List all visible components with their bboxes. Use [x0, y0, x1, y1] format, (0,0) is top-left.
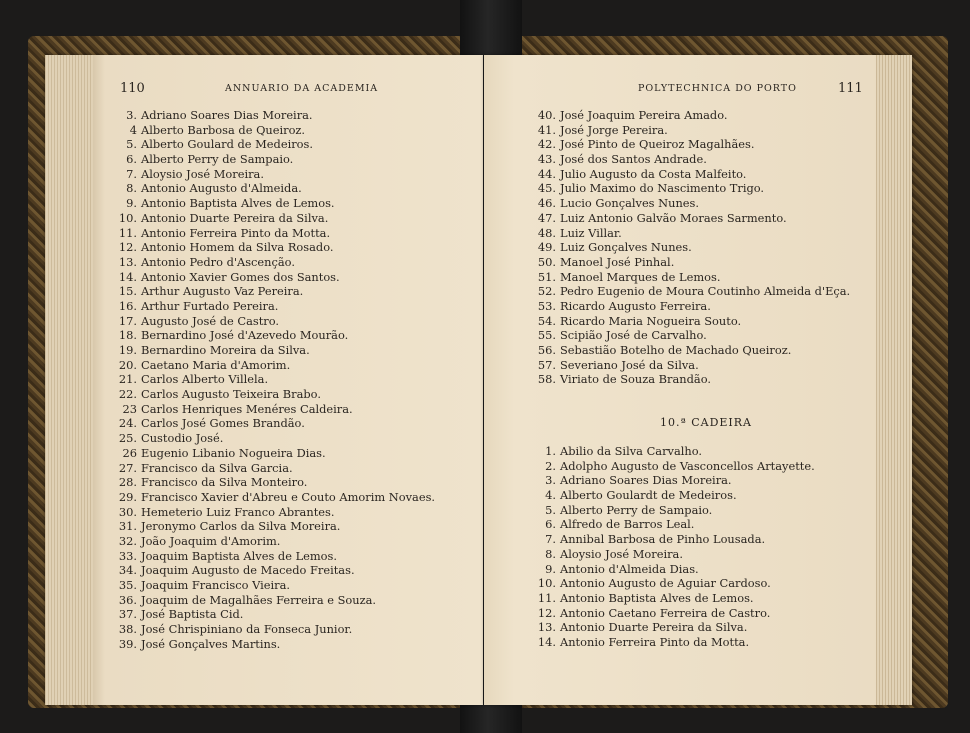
entry-number: 41. [537, 122, 556, 137]
list-item [117, 431, 435, 446]
entry-number: 19. [118, 343, 137, 357]
entry-name: Bernardino Moreira da Silva. [141, 343, 310, 357]
list-item [536, 547, 815, 562]
entry-number: 34. [118, 563, 137, 578]
entry-name: Carlos Henriques Menéres Caldeira. [141, 401, 353, 416]
entry-number: 8. [545, 546, 556, 561]
entry-number: 43. [537, 152, 556, 167]
list-item [536, 123, 850, 138]
list-item [536, 284, 850, 299]
entry-name: Antonio Augusto de Aguiar Cardoso. [560, 576, 771, 591]
entry-name: Joaquim de Magalhães Ferreira e Souza. [141, 592, 376, 607]
list-item [536, 299, 850, 314]
entry-name: Pedro Eugenio de Moura Coutinho Almeida d'Eça. [560, 284, 851, 299]
entry-name: Francisco da Silva Monteiro. [141, 475, 308, 490]
entry-name: Antonio Augusto d'Almeida. [141, 181, 302, 196]
right-page [484, 55, 912, 705]
list-item [117, 387, 435, 402]
entry-number: 49. [537, 240, 556, 255]
entry-name: Severiano José da Silva. [560, 357, 699, 372]
entry-number: 7. [126, 166, 137, 181]
list-item [117, 402, 435, 417]
entry-name: Viriato de Souza Brandão. [560, 372, 711, 387]
entry-number: 29. [118, 489, 137, 504]
entry-number: 54. [537, 313, 556, 328]
list-item [117, 549, 435, 564]
entry-name: José Gonçalves Martins. [141, 636, 281, 651]
entry-number: 2. [545, 458, 556, 473]
entry-name: Joaquim Francisco Vieira. [141, 578, 291, 592]
list-item [117, 358, 435, 373]
list-item [117, 372, 435, 387]
entry-number: 25. [118, 431, 137, 446]
entry-number: 37. [118, 607, 137, 622]
entry-number: 51. [537, 269, 556, 284]
list-item [536, 270, 850, 285]
entry-name: Manoel Marques de Lemos. [560, 269, 721, 284]
entry-name: Eugenio Libanio Nogueira Dias. [141, 445, 326, 460]
list-item [117, 123, 435, 138]
list-item [117, 196, 435, 211]
left-page [45, 55, 483, 705]
entry-number: 9. [545, 561, 556, 576]
entry-number: 4 [129, 122, 137, 137]
list-item [536, 152, 850, 167]
entry-number: 11. [118, 225, 137, 240]
entry-name: Antonio Caetano Ferreira de Castro. [560, 605, 771, 620]
entry-number: 18. [118, 328, 137, 343]
entry-name: Antonio Duarte Pereira da Silva. [141, 210, 329, 225]
list-item [117, 255, 435, 270]
list-item [117, 181, 435, 196]
left-running-header: ANNUARIO DA ACADEMIA [225, 83, 379, 94]
entry-name: José Joaquim Pereira Amado. [560, 108, 728, 122]
list-item [536, 211, 850, 226]
entry-name: Antonio Xavier Gomes dos Santos. [141, 269, 340, 284]
entry-number: 42. [537, 137, 556, 152]
entry-name: Sebastião Botelho de Machado Queiroz. [560, 343, 792, 357]
right-name-list [536, 108, 850, 387]
entry-number: 22. [118, 387, 137, 402]
list-item [117, 578, 435, 593]
entry-number: 46. [537, 196, 556, 211]
entry-number: 5. [545, 502, 556, 517]
entry-number: 23 [122, 401, 137, 416]
list-item [117, 226, 435, 241]
list-item [117, 622, 435, 637]
list-item [117, 461, 435, 476]
list-item [536, 532, 815, 547]
entry-number: 14. [118, 269, 137, 284]
entry-number: 7. [545, 532, 556, 547]
entry-number: 11. [537, 590, 556, 605]
entry-name: Luiz Gonçalves Nunes. [560, 240, 692, 255]
list-item [536, 328, 850, 343]
list-item [117, 314, 435, 329]
entry-number: 52. [537, 284, 556, 299]
list-item [536, 635, 815, 650]
entry-name: Manoel José Pinhal. [560, 254, 675, 269]
entry-number: 24. [118, 416, 137, 431]
entry-number: 32. [118, 533, 137, 548]
entry-name: José Pinto de Queiroz Magalhães. [560, 137, 755, 152]
list-item [536, 196, 850, 211]
section-title: 10.ª CADEIRA [660, 416, 752, 429]
list-item [536, 606, 815, 621]
list-item [117, 343, 435, 358]
entry-name: Luiz Villar. [560, 225, 622, 240]
list-item [117, 416, 435, 431]
list-item [536, 562, 815, 577]
list-item [536, 358, 850, 373]
entry-name: Julio Maximo do Nascimento Trigo. [560, 181, 765, 196]
right-page-number: 111 [838, 81, 863, 96]
list-item [117, 284, 435, 299]
entry-name: Bernardino José d'Azevedo Mourão. [141, 328, 349, 343]
list-item [117, 240, 435, 255]
entry-name: José Jorge Pereira. [560, 122, 668, 137]
entry-name: Joaquim Augusto de Macedo Freitas. [141, 563, 355, 578]
page-edges-right [876, 55, 912, 705]
entry-name: Annibal Barbosa de Pinho Lousada. [560, 532, 766, 547]
entry-name: Adriano Soares Dias Moreira. [141, 108, 313, 122]
list-item [117, 299, 435, 314]
entry-name: Luiz Antonio Galvão Moraes Sarmento. [560, 210, 787, 225]
entry-name: José Chrispiniano da Fonseca Junior. [141, 622, 353, 637]
list-item [536, 576, 815, 591]
entry-number: 13. [537, 620, 556, 635]
entry-name: João Joaquim d'Amorim. [141, 533, 281, 548]
list-item [536, 517, 815, 532]
entry-number: 50. [537, 254, 556, 269]
entry-name: Antonio Ferreira Pinto da Motta. [141, 225, 331, 240]
entry-name: Custodio José. [141, 431, 224, 446]
entry-number: 26 [122, 445, 137, 460]
entry-number: 27. [118, 460, 137, 475]
entry-number: 48. [537, 225, 556, 240]
entry-name: Hemeterio Luiz Franco Abrantes. [141, 504, 335, 519]
list-item [117, 167, 435, 182]
entry-number: 5. [126, 137, 137, 152]
entry-name: Arthur Augusto Vaz Pereira. [141, 284, 304, 299]
entry-name: Antonio Duarte Pereira da Silva. [560, 620, 748, 635]
entry-name: Carlos Alberto Villela. [141, 372, 269, 387]
list-item [536, 620, 815, 635]
entry-name: Adolpho Augusto de Vasconcellos Artayette. [560, 458, 815, 473]
list-item [536, 343, 850, 358]
entry-number: 3. [126, 108, 137, 122]
entry-name: Alberto Perry de Sampaio. [560, 502, 713, 517]
entry-number: 53. [537, 298, 556, 313]
entry-name: José dos Santos Andrade. [560, 152, 707, 167]
entry-name: Scipião José de Carvalho. [560, 328, 707, 343]
entry-name: Alberto Goulard de Medeiros. [141, 137, 313, 152]
list-item [117, 593, 435, 608]
list-item [536, 459, 815, 474]
entry-number: 17. [118, 313, 137, 328]
entry-number: 31. [118, 519, 137, 534]
entry-name: Augusto José de Castro. [141, 313, 280, 328]
entry-number: 13. [118, 254, 137, 269]
entry-name: Francisco da Silva Garcia. [141, 460, 293, 475]
entry-name: Ricardo Augusto Ferreira. [560, 298, 711, 313]
entry-number: 55. [537, 328, 556, 343]
list-item [117, 519, 435, 534]
entry-number: 20. [118, 357, 137, 372]
list-item [536, 167, 850, 182]
entry-name: Julio Augusto da Costa Malfeito. [560, 166, 747, 181]
entry-name: Ricardo Maria Nogueira Souto. [560, 313, 742, 328]
entry-number: 6. [545, 517, 556, 532]
entry-name: Francisco Xavier d'Abreu e Couto Amorim Novaes. [141, 489, 436, 504]
entry-name: Antonio Ferreira Pinto da Motta. [560, 634, 750, 649]
entry-number: 16. [118, 298, 137, 313]
list-item [536, 488, 815, 503]
entry-number: 28. [118, 475, 137, 490]
list-item [117, 637, 435, 652]
list-item [536, 255, 850, 270]
entry-number: 14. [537, 634, 556, 649]
entry-name: Lucio Gonçalves Nunes. [560, 196, 699, 211]
entry-name: Caetano Maria d'Amorim. [141, 357, 291, 372]
entry-number: 15. [118, 284, 137, 299]
list-item [117, 152, 435, 167]
entry-name: Antonio Homem da Silva Rosado. [141, 240, 334, 255]
list-item [117, 490, 435, 505]
entry-number: 1. [545, 444, 556, 458]
entry-number: 12. [537, 605, 556, 620]
entry-number: 38. [118, 622, 137, 637]
entry-name: Carlos José Gomes Brandão. [141, 416, 305, 431]
entry-name: Alberto Goulardt de Medeiros. [560, 488, 737, 503]
list-item [536, 181, 850, 196]
entry-number: 57. [537, 357, 556, 372]
entry-number: 12. [118, 240, 137, 255]
entry-number: 9. [126, 196, 137, 211]
list-item [536, 240, 850, 255]
entry-name: Carlos Augusto Teixeira Brabo. [141, 387, 321, 402]
list-item [117, 475, 435, 490]
entry-number: 35. [118, 578, 137, 592]
entry-number: 33. [118, 548, 137, 563]
list-item [117, 328, 435, 343]
list-item [536, 473, 815, 488]
entry-number: 45. [537, 181, 556, 196]
entry-name: Alfredo de Barros Leal. [560, 517, 695, 532]
left-page-number: 110 [120, 81, 145, 96]
entry-number: 10. [118, 210, 137, 225]
list-item [117, 211, 435, 226]
list-item [117, 607, 435, 622]
entry-number: 8. [126, 181, 137, 196]
list-item [117, 534, 435, 549]
list-item [536, 372, 850, 387]
entry-name: Abilio da Silva Carvalho. [560, 444, 702, 458]
entry-number: 40. [537, 108, 556, 122]
list-item [117, 505, 435, 520]
entry-number: 6. [126, 152, 137, 167]
entry-name: Arthur Furtado Pereira. [141, 298, 279, 313]
entry-name: Antonio Baptista Alves de Lemos. [560, 590, 754, 605]
list-item [536, 444, 815, 459]
list-item [117, 137, 435, 152]
entry-name: Aloysio José Moreira. [560, 546, 683, 561]
entry-name: Jeronymo Carlos da Silva Moreira. [141, 519, 341, 534]
entry-name: Adriano Soares Dias Moreira. [560, 473, 732, 488]
entry-number: 44. [537, 166, 556, 181]
entry-number: 3. [545, 473, 556, 488]
entry-number: 56. [537, 343, 556, 357]
entry-number: 47. [537, 210, 556, 225]
entry-number: 58. [537, 372, 556, 387]
section-name-list [536, 444, 815, 650]
list-item [117, 108, 435, 123]
entry-number: 21. [118, 372, 137, 387]
entry-name: Antonio Baptista Alves de Lemos. [141, 196, 335, 211]
entry-name: Antonio d'Almeida Dias. [560, 561, 699, 576]
list-item [536, 137, 850, 152]
page-edges-left [45, 55, 93, 705]
entry-name: José Baptista Cid. [141, 607, 244, 622]
list-item [117, 270, 435, 285]
list-item [536, 503, 815, 518]
list-item [117, 563, 435, 578]
list-item [536, 314, 850, 329]
list-item [536, 226, 850, 241]
entry-number: 39. [118, 636, 137, 651]
entry-name: Joaquim Baptista Alves de Lemos. [141, 548, 338, 563]
entry-name: Alberto Perry de Sampaio. [141, 152, 294, 167]
right-running-header: POLYTECHNICA DO PORTO [638, 83, 797, 94]
entry-name: Alberto Barbosa de Queiroz. [141, 122, 306, 137]
entry-name: Aloysio José Moreira. [141, 166, 264, 181]
entry-number: 30. [118, 504, 137, 519]
list-item [536, 591, 815, 606]
entry-number: 10. [537, 576, 556, 591]
entry-number: 36. [118, 592, 137, 607]
list-item [117, 446, 435, 461]
list-item [536, 108, 850, 123]
entry-number: 4. [545, 488, 556, 503]
entry-name: Antonio Pedro d'Ascenção. [141, 254, 295, 269]
left-name-list [117, 108, 435, 651]
